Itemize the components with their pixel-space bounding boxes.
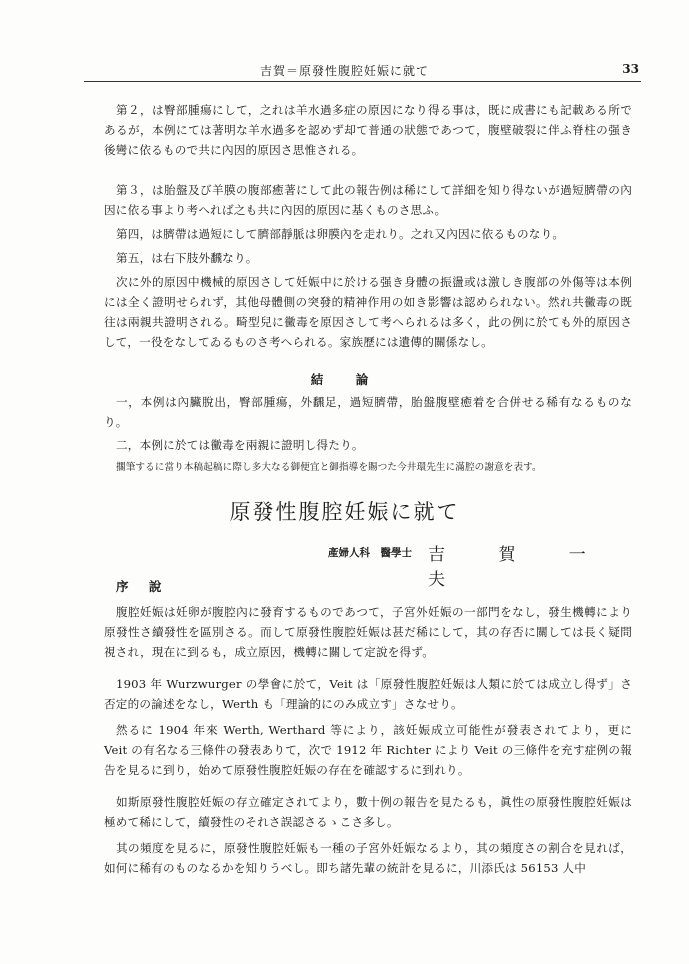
running-head [0, 62, 689, 80]
paragraph-frequency: 其の頻度を見るに，原發性腹腔妊娠も一種の子宮外妊娠なるより，其の頻度さの割合を見れば，如何に稀有のものなるかを知りうべし。即ち諸先輩の統計を見るに，川添氏は 56153 人中 [104, 841, 632, 875]
paragraph-rarity: 如斯原發性腹腔妊娠の存立確定されてより，數十例の報告を見たるも，眞性の原發性腹腔妊娠は極めて稀にして，續發性のそれさ誤認さるゝこさ多し。 [104, 795, 632, 829]
author-affiliation: 產婦人科 醫學士 [328, 547, 412, 559]
article-title: 原發性腹腔妊娠に就て [229, 500, 460, 524]
paragraph-point-3: 第３，は胎盤及び羊膜の腹部癒著にして此の報告例は稀にして詳細を知り得ないが過短臍帶の內因に依る事より考へれば之も共に內因的原因に基くものさ思ふ。 [104, 183, 632, 217]
byline [318, 540, 642, 590]
paragraph-point-4: 第四，は臍帶は過短にして臍部靜脈は卵膜內を走れり。之れ又內因に依るものなり。 [116, 227, 565, 241]
conclusion-heading: 結 論 [310, 372, 379, 387]
paragraph-intro: 腹腔妊娠は妊卵が腹腔內に發育するものであつて，子宮外妊娠の一部門をなし，發生機轉により原發性さ續發性を區別さる。而して原發性腹腔妊娠は甚だ稀にして，其の存否に關しては長く疑問視され，現在に到るも，成立原因，機轉に關して定說を得ず。 [104, 605, 632, 659]
paragraph-history-1904: 然るに 1904 年來 Werth, Werthard 等により，該妊娠成立可能性が發表されてより，更に Veit の有名なる三條件の發表ありて，次で 1912 年 Richter により Veit の三條件を充す症例の報告を見るに到り，始めて原發性腹腔妊娠の存在を確認するに到れり。 [104, 723, 632, 777]
paragraph-history-1903: 1903 年 Wurzwurger の學會に於て，Veit は「原發性腹腔妊娠は人類に於ては成立し得ず」さ否定的の論述をなし，Werth も「理論的にのみ成立す」さなせり。 [104, 677, 632, 711]
header-rule [84, 81, 641, 82]
acknowledgement: 擱筆するに當り本稿起稿に際し多大なる御便宜と御指導を賜つた今井環先生に滿腔の謝意を表す。 [116, 462, 542, 473]
running-title: 吉賀＝原發性腹腔妊娠に就て [259, 64, 429, 78]
page-number: 33 [622, 62, 639, 76]
section-heading-introduction: 序 說 [116, 579, 170, 594]
paragraph-point-5: 第五，は右下肢外飜なり。 [116, 251, 258, 265]
conclusion-item: 一，本例は內臟脫出，臀部腫瘍，外飜足，過短臍帶，胎盤腹壁癒着を合併せる稀有なるものなり。 [104, 395, 632, 429]
paragraph-external-causes: 次に外的原因中機械的原因さして妊娠中に於ける强き身體の振盪或は激しき腹部の外傷等は本例には全く證明せられず，其他母體側の突發的精神作用の如き影響は認められない。然れ共黴毒の既往は兩親共證明される。畸型兒に黴毒を原因さして考へられるは多く，此の例に於ても外的原因さして，一役をなしてゐるものさ考へられる。家族歷には遺傳的關係なし。 [104, 275, 632, 349]
author-name: 吉 賀 一 夫 [428, 545, 610, 590]
conclusion-item: 二，本例に於ては黴毒を兩親に證明し得たり。 [116, 438, 364, 452]
paragraph-point-2: 第２，は臀部腫瘍にして，之れは羊水過多症の原因になり得る事は，既に成書にも記載ある所であるが，本例にては著明な羊水過多を認めず却て普通の狀態であつて，腹壁破裂に伴ふ脊柱の强き後彎に依るもので共に內因的原因さ思惟される。 [104, 103, 632, 157]
